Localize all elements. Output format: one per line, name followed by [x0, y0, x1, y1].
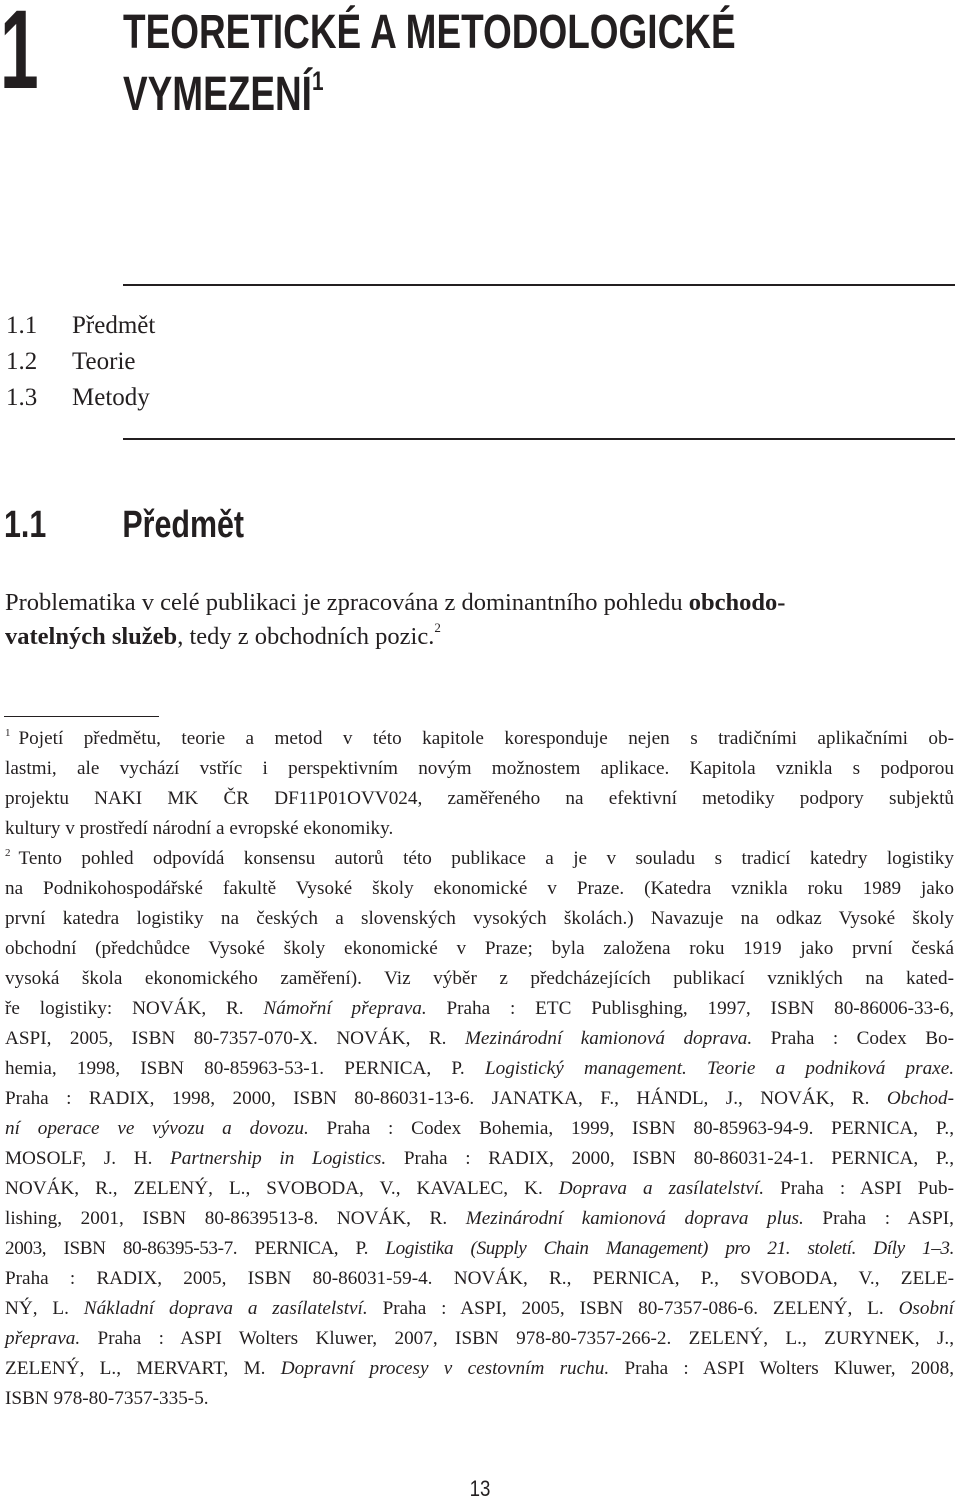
footnote-text: obchodní (předchůdce Vysoké školy ekonomické v Praze; byla založena roku 1919 jako první česká [5, 938, 954, 959]
footnote-text: kultury v prostředí národní a evropské ekonomiky. [5, 818, 394, 839]
footnote-text: Praha : Codex Bohemia, 1999, ISBN 80-85963-94-9. PERNICA, P., [308, 1118, 955, 1139]
body-footnote-ref[interactable]: 2 [434, 620, 441, 635]
footnote-text: Praha : RADIX, 1998, 2000, ISBN 80-86031-13-6. JANATKA, F., HÁNDL, J., NOVÁK, R. [5, 1088, 887, 1109]
footnotes [5, 724, 954, 1414]
chapter-footnote-ref[interactable]: 1 [311, 66, 324, 96]
footnote-line [5, 1294, 954, 1324]
body-bold-run: vatelných služeb [5, 623, 178, 650]
footnote-text: lastmi, ale vychází vstříc i perspektivním novým možnostem aplikace. Kapitola vznikla s podporou [5, 758, 954, 779]
footnote-line [5, 1204, 954, 1234]
toc-item-number: 1.1 [6, 312, 38, 339]
toc-item[interactable] [6, 344, 155, 380]
toc-bottom-rule [123, 438, 955, 440]
footnote-italic: ní operace ve vývozu a dovozu. [5, 1118, 309, 1139]
footnote-italic: Mezinárodní kamionová doprava. [464, 1028, 753, 1049]
footnote-italic: Dopravní procesy v cestovním ruchu. [280, 1358, 610, 1379]
footnote-line [5, 904, 954, 934]
footnote-line [5, 1144, 954, 1174]
chapter-title [123, 2, 736, 126]
body-line [5, 620, 952, 654]
footnote-text: Praha : Codex Bo- [752, 1028, 954, 1049]
footnote-line [5, 1324, 954, 1354]
footnote-line [5, 814, 954, 844]
section-title: Předmět [122, 504, 245, 546]
footnote-text: ASPI, 2005, ISBN 80-7357-070-X. NOVÁK, R. [5, 1028, 465, 1049]
footnote-text: Praha : RADIX, 2000, ISBN 80-86031-24-1. PERNICA, P., [386, 1148, 955, 1169]
footnote-line [5, 1354, 954, 1384]
footnote-italic: Logistický management. Teorie a podniková praxe. [484, 1058, 955, 1079]
footnote-italic: Nákladní doprava a zasílatelství. [83, 1298, 368, 1319]
footnote-text: první katedra logistiky na českých a slovenských vysokých školách.) Navazuje na odkaz Vysoké školy [5, 908, 954, 929]
footnote-text: vysoká škola ekonomického zaměření). Viz výběr z předcházejících publikací vzniklých na kated- [5, 968, 954, 989]
footnote-line [5, 1234, 954, 1264]
footnote-text: Praha : ASPI, [803, 1208, 954, 1229]
footnote-line [5, 1174, 954, 1204]
chapter-title-line2-text: VYMEZENÍ [123, 68, 312, 121]
toc-item-label: Předmět [72, 312, 156, 339]
footnote-line [5, 1114, 954, 1144]
body-text-run: , tedy z obchodních pozic. [177, 623, 435, 650]
footnote-line [5, 754, 954, 784]
footnote-line [5, 964, 954, 994]
footnote-text: projektu NAKI MK ČR DF11P01OVV024, zaměřeného na efektivní metodiky podpory subjektů [5, 788, 954, 809]
body-text-run: Problematika v celé publikaci je zpracována z dominantního pohledu [5, 589, 689, 616]
footnote-line [5, 1264, 954, 1294]
footnote-text: Praha : ASPI Wolters Kluwer, 2008, [609, 1358, 954, 1379]
footnote-text: lishing, 2001, ISBN 80-8639513-8. NOVÁK, R. [5, 1208, 466, 1229]
section-heading [4, 498, 244, 552]
chapter-title-line2 [123, 64, 736, 126]
footnote-text: NÝ, L. [5, 1298, 84, 1319]
footnote-1 [5, 724, 954, 844]
footnote-text: ře logistiky: NOVÁK, R. [5, 998, 264, 1019]
footnote-italic: Mezinárodní kamionová doprava plus. [465, 1208, 804, 1229]
body-paragraph [5, 586, 952, 654]
footnote-line [5, 1384, 954, 1414]
footnote-line [5, 874, 954, 904]
footnote-mark: 2 [5, 847, 11, 859]
toc-top-rule [123, 284, 955, 286]
footnote-italic: Námořní přeprava. [263, 998, 427, 1019]
footnote-text: Praha : ASPI, 2005, ISBN 80-7357-086-6. ZELENÝ, L. [367, 1298, 899, 1319]
footnote-italic: Osobní [898, 1298, 955, 1319]
toc-item[interactable] [6, 380, 155, 416]
footnote-line [5, 1054, 954, 1084]
toc-item-number: 1.3 [6, 384, 38, 411]
footnote-line [5, 994, 954, 1024]
footnote-mark: 1 [5, 727, 11, 739]
footnote-text: NOVÁK, R., ZELENÝ, L., SVOBODA, V., KAVALEC, K. [5, 1178, 559, 1199]
footnote-text: Praha : ETC Publisghing, 1997, ISBN 80-86006-33-6, [426, 998, 955, 1019]
chapter-title-line1: TEORETICKÉ A METODOLOGICKÉ [123, 6, 736, 59]
footnote-text: ZELENÝ, L., MERVART, M. [5, 1358, 281, 1379]
footnote-text: ISBN 978-80-7357-335-5. [5, 1388, 209, 1409]
footnote-line [5, 724, 954, 754]
footnote-separator [4, 716, 159, 717]
footnote-text: Praha : ASPI Wolters Kluwer, 2007, ISBN 978-80-7357-266-2. ZELENÝ, L., ZURYNEK, J., [80, 1328, 954, 1349]
footnote-line [5, 1024, 954, 1054]
footnote-line [5, 844, 954, 874]
footnote-text: hemia, 1998, ISBN 80-85963-53-1. PERNICA, P. [5, 1058, 485, 1079]
footnote-line [5, 934, 954, 964]
footnote-text: na Podnikohospodářské fakultě Vysoké školy ekonomické v Praze. (Katedra vznikla roku 1989 jako [5, 878, 954, 899]
body-bold-run: obchodo- [688, 589, 786, 616]
footnote-italic: Doprava a zasílatelství. [558, 1178, 765, 1199]
toc-item-label: Teorie [72, 348, 136, 375]
toc-item[interactable] [6, 308, 155, 344]
page-number: 13 [469, 1476, 491, 1501]
footnote-italic: Obchod- [886, 1088, 954, 1109]
table-of-contents [6, 308, 155, 416]
footnote-text: Tento pohled odpovídá konsensu autorů této publikace a je v souladu s tradicí katedry logistiky [18, 848, 954, 869]
footnote-line [5, 784, 954, 814]
footnote-2 [5, 844, 954, 1414]
section-number: 1.1 [4, 504, 47, 546]
chapter-number: 1 [0, 0, 37, 112]
footnote-italic: Partnership in Logistics. [170, 1148, 387, 1169]
toc-item-number: 1.2 [6, 348, 38, 375]
footnote-italic: Logistika (Supply Chain Management) pro 21. století. Díly 1–3. [385, 1238, 954, 1259]
footnote-text: 2003, ISBN 80-86395-53-7. PERNICA, P. [5, 1238, 386, 1259]
footnote-text: Praha : ASPI Pub- [764, 1178, 954, 1199]
footnote-text: Pojetí předmětu, teorie a metod v této kapitole koresponduje nejen s tradičními aplikačními ob- [18, 728, 954, 749]
footnote-italic: přeprava. [5, 1328, 81, 1349]
body-line [5, 586, 952, 620]
toc-item-label: Metody [72, 384, 150, 411]
footnote-text: MOSOLF, J. H. [5, 1148, 171, 1169]
footnote-line [5, 1084, 954, 1114]
footnote-text: Praha : RADIX, 2005, ISBN 80-86031-59-4. NOVÁK, R., PERNICA, P., SVOBODA, V., ZELE- [5, 1268, 954, 1289]
